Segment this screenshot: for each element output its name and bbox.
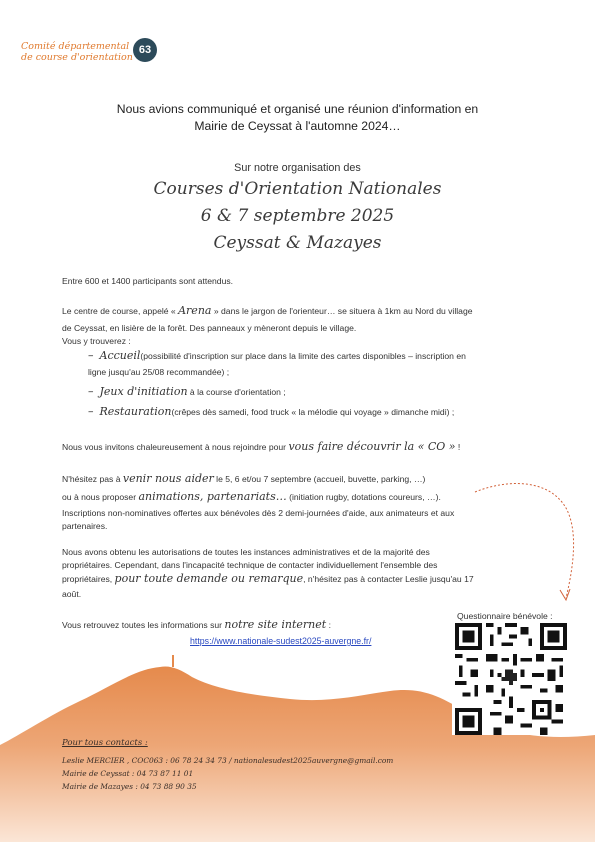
arena-term: Arena	[178, 304, 212, 317]
invite-line	[62, 440, 460, 454]
jeux-text: à la course d'orientation ;	[187, 387, 286, 397]
bullet-dash: –	[88, 405, 94, 418]
accueil-line2: ligne jusqu'au 25/08 recommandée) ;	[88, 367, 230, 377]
invite-end: !	[455, 442, 461, 452]
autorisations-line1: Nous avons obtenu les autorisations de toutes les instances administratives et de la majorité des	[62, 547, 430, 557]
accueil-label: Accueil	[99, 349, 141, 362]
logo-line1: Comité départemental	[21, 41, 130, 52]
inscriptions-line2: partenaires.	[62, 521, 108, 531]
event-title: Courses d'Orientation Nationales	[153, 179, 442, 199]
event-dates: 6 & 7 septembre 2025	[200, 206, 395, 226]
intro-paragraph	[60, 101, 535, 135]
autorisations-line3	[62, 572, 474, 586]
autorisations-line2: propriétaires. Cependant, dans l'incapacité technique de contacter individuellement l'ensemble des	[62, 560, 438, 570]
centre-part2: » dans le jargon de l'orienteur… se situera à 1km au Nord du village	[211, 306, 473, 316]
accueil-text: (possibilité d'inscription sur place dans la limite des cartes disponibles – inscription en	[140, 351, 466, 361]
participants-text: Entre 600 et 1400 participants sont attendus.	[62, 276, 234, 286]
invite-emph: vous faire découvrir la « CO »	[288, 440, 456, 453]
autorisations-line3a: propriétaires,	[62, 574, 115, 584]
centre-line2: de Ceyssat, en lisière de la forêt. Des panneaux y mèneront depuis le village.	[62, 323, 357, 333]
autorisations-line4: août.	[62, 589, 82, 599]
restauration-text: (crêpes dès samedi, food truck « la mélodie qui voyage » dimanche midi) ;	[171, 407, 455, 417]
bullet-accueil	[88, 349, 466, 363]
bullet-restauration	[88, 405, 454, 419]
autorisations-line3b: , n'hésitez pas à contacter Leslie jusqu'au 17	[303, 574, 474, 584]
site-line	[62, 618, 331, 632]
logo-badge: 63	[133, 38, 157, 62]
invite-part1: Nous vous invitons chaleureusement à nous rejoindre pour	[62, 442, 289, 452]
contact-leslie: Leslie MERCIER , COC063 : 06 78 24 34 73 / nationalesudest2025auvergne@gmail.com	[62, 756, 394, 765]
contact-mairie-mazayes: Mairie de Mazayes : 04 73 88 90 35	[62, 782, 197, 791]
qr-code[interactable]	[452, 623, 570, 735]
event-lead: Sur notre organisation des	[234, 162, 361, 174]
website-link[interactable]: https://www.nationale-sudest2025-auvergne.fr/	[190, 636, 372, 646]
inscriptions-line1: Inscriptions non-nominatives offertes aux bénévoles dès 2 demi-journées d'aide, aux animateurs et aux	[62, 508, 455, 518]
aide-part1: N'hésitez pas à	[62, 474, 123, 484]
bullet-dash: –	[88, 385, 94, 398]
intro-line2: Mairie de Ceyssat à l'automne 2024…	[194, 119, 401, 133]
aide-emph: venir nous aider	[122, 472, 214, 485]
aide-line	[62, 472, 425, 486]
propose-part2: (initiation rugby, dotations coureurs, …).	[286, 492, 441, 502]
centre-part1: Le centre de course, appelé «	[62, 306, 179, 316]
jeux-label: Jeux d'initiation	[99, 385, 188, 398]
bullet-jeux	[88, 385, 286, 399]
site-part1: Vous retrouvez toutes les informations sur	[62, 620, 225, 630]
contact-mairie-ceyssat: Mairie de Ceyssat : 04 73 87 11 01	[62, 769, 194, 778]
centre-line1	[62, 304, 473, 318]
vous-trouverez: Vous y trouverez :	[62, 336, 131, 346]
committee-logo	[21, 38, 161, 66]
propose-line	[62, 490, 441, 504]
curved-arrow-icon	[470, 470, 580, 605]
site-emph: notre site internet	[224, 618, 327, 631]
autorisations-emph: pour toute demande ou remarque	[114, 572, 304, 585]
propose-part1: ou à nous proposer	[62, 492, 139, 502]
propose-emph: animations, partenariats…	[138, 490, 287, 503]
contacts-block	[62, 738, 393, 793]
logo-line2: de course d'orientation	[21, 52, 133, 63]
site-part2: :	[326, 620, 331, 630]
bullet-dash: –	[88, 349, 94, 362]
aide-part2: le 5, 6 et/ou 7 septembre (accueil, buvette, parking, …)	[213, 474, 426, 484]
intro-line1: Nous avions communiqué et organisé une réunion d'information en	[116, 102, 479, 116]
contacts-title: Pour tous contacts :	[62, 738, 148, 748]
logo-text	[21, 41, 133, 63]
restauration-label: Restauration	[99, 405, 172, 418]
qr-label: Questionnaire bénévole :	[457, 611, 553, 621]
event-location: Ceyssat & Mazayes	[213, 233, 382, 253]
